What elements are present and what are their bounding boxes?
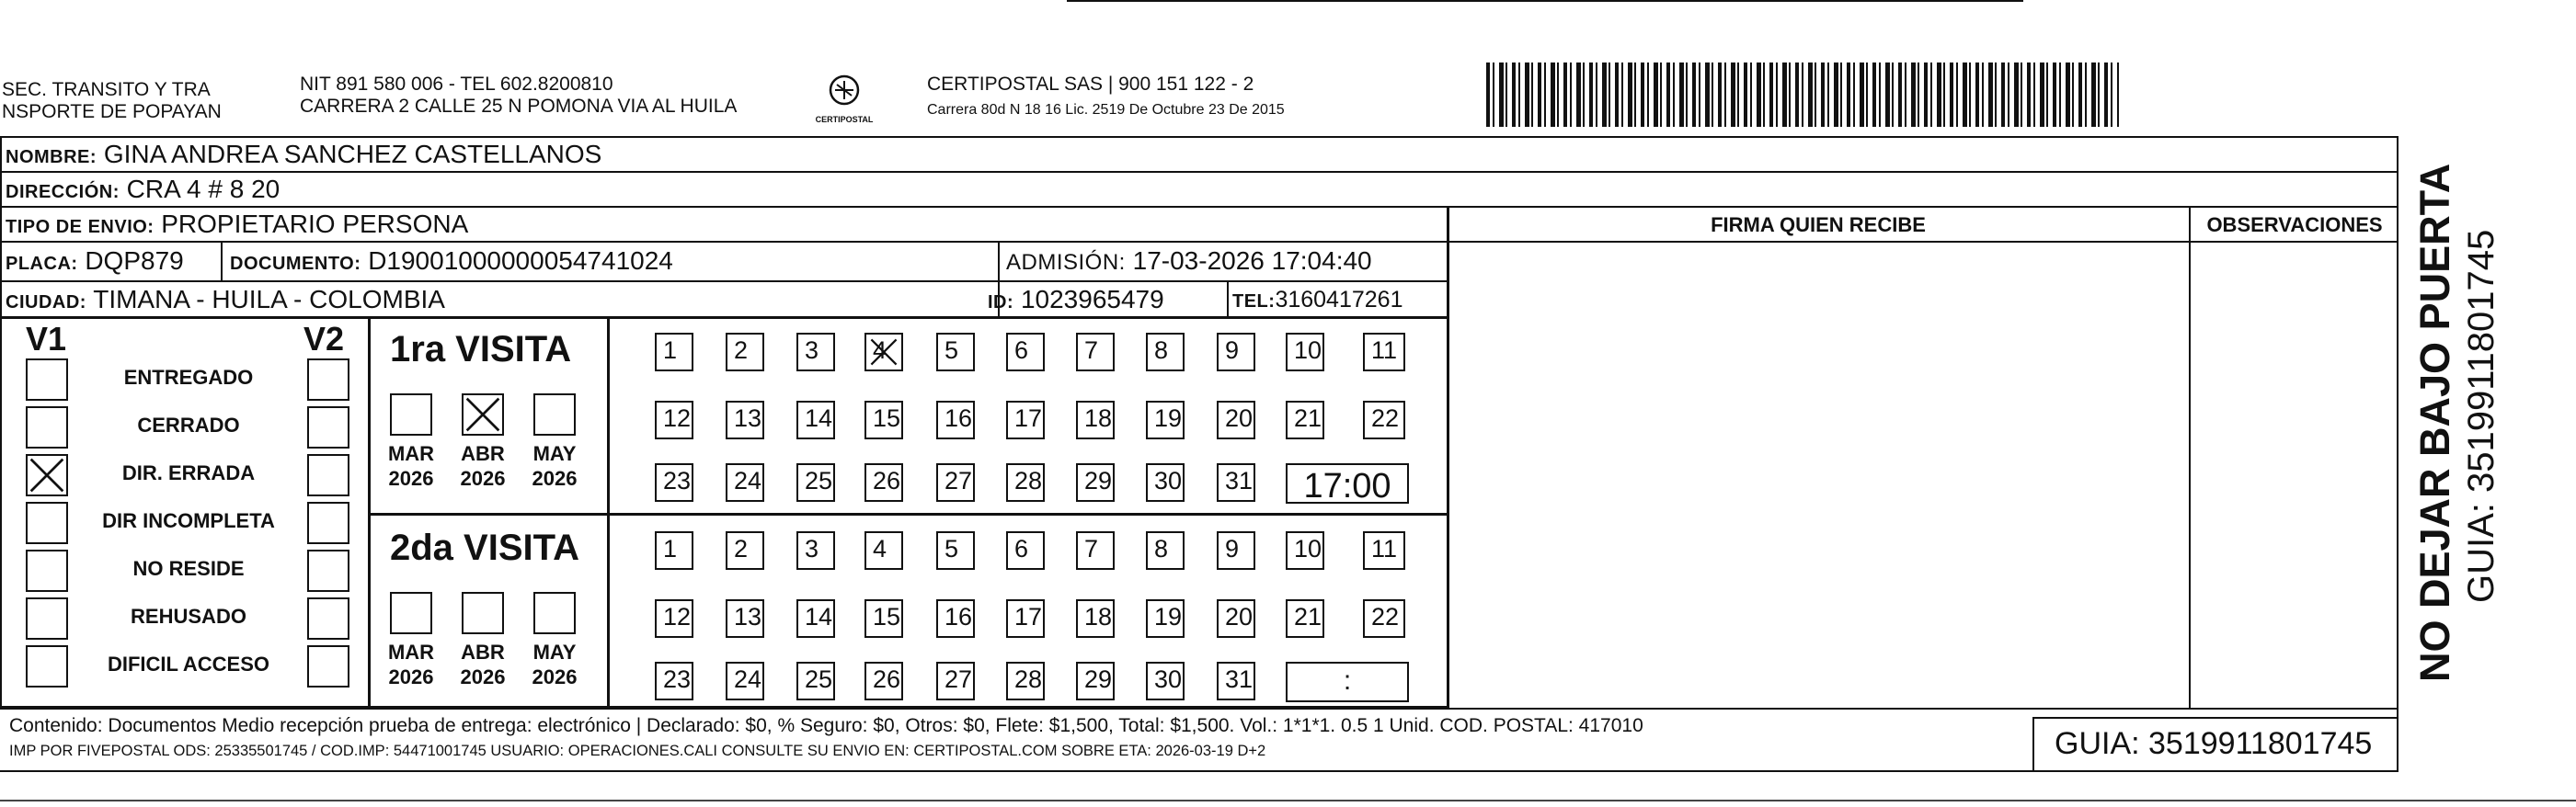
day-box[interactable]: [936, 463, 975, 502]
name-value: GINA ANDREA SANCHEZ CASTELLANOS: [103, 140, 602, 168]
month-year: 2026: [388, 467, 434, 490]
row-line: [1448, 241, 2399, 243]
month-year: 2026: [532, 467, 578, 490]
day-number: 14: [805, 404, 833, 432]
day-number: 4: [873, 336, 887, 364]
month-label: [384, 441, 439, 491]
day-box[interactable]: [655, 463, 693, 502]
carrier-logo: [807, 74, 881, 127]
day-number: 13: [734, 603, 762, 631]
city-row: [6, 287, 445, 313]
day-box[interactable]: [1006, 463, 1045, 502]
x-mark-icon: [28, 456, 66, 494]
day-box[interactable]: [1146, 333, 1185, 371]
city-label: CIUDAD:: [6, 292, 86, 313]
day-number: 27: [945, 467, 973, 494]
x-mark-icon: [464, 395, 502, 434]
x-mark-icon: [866, 335, 901, 369]
day-number: 23: [663, 467, 692, 494]
address-value: CRA 4 # 8 20: [126, 175, 280, 203]
day-box[interactable]: [796, 599, 835, 638]
document-value: D19001000000054741024: [368, 246, 673, 275]
col-line: [2189, 206, 2191, 710]
day-box[interactable]: [1286, 531, 1324, 570]
month-name: MAR: [387, 442, 435, 465]
month-name: MAY: [532, 641, 577, 664]
row-line: [368, 513, 1448, 516]
day-number: 30: [1154, 467, 1183, 494]
day-number: 13: [734, 404, 762, 432]
day-number: 10: [1294, 336, 1322, 364]
month-checkbox[interactable]: [462, 592, 504, 634]
day-number: 10: [1294, 535, 1322, 563]
day-number: 28: [1014, 467, 1043, 494]
day-number: 18: [1084, 603, 1113, 631]
day-box[interactable]: [1076, 599, 1115, 638]
month-name: MAY: [532, 442, 577, 465]
status-label: NO RESIDE: [132, 557, 245, 580]
row-line: [0, 316, 1448, 319]
day-number: 24: [734, 665, 762, 693]
month-checkbox[interactable]: [390, 393, 432, 436]
day-box[interactable]: [655, 599, 693, 638]
day-number: 18: [1084, 404, 1113, 432]
day-box[interactable]: [726, 333, 764, 371]
day-box[interactable]: [1217, 463, 1255, 502]
row-line: [0, 171, 2399, 173]
day-number: 12: [663, 603, 692, 631]
name-row: [6, 142, 601, 167]
day-number: 2: [734, 336, 749, 364]
day-number: 31: [1225, 665, 1254, 693]
month-name: ABR: [461, 641, 505, 664]
right-frame-line: [2397, 136, 2399, 772]
v2-checkbox[interactable]: [307, 597, 349, 640]
v1-checkbox[interactable]: [26, 502, 68, 544]
plate-value: DQP879: [85, 246, 184, 275]
day-number: 16: [945, 404, 973, 432]
barcode: [1486, 63, 2119, 127]
day-number: 26: [873, 467, 901, 494]
day-number: 15: [873, 603, 901, 631]
day-number: 19: [1154, 404, 1183, 432]
admission-value: 17-03-2026 17:04:40: [1132, 246, 1372, 275]
name-label: NOMBRE:: [6, 147, 97, 167]
time-box[interactable]: :: [1286, 662, 1409, 702]
day-number: 20: [1225, 603, 1254, 631]
day-box[interactable]: [655, 401, 693, 439]
day-box[interactable]: [796, 662, 835, 700]
address-line: CARRERA 2 CALLE 25 N POMONA VIA AL HUILA: [300, 96, 738, 117]
print-line: IMP POR FIVEPOSTAL ODS: 25335501745 / COD.IMP: 54471001745 USUARIO: OPERACIONES.CALI CONSULTE SU ENVIO EN: CERTIPOSTAL.COM SOBRE ETA: 2026-03-19 D+2: [9, 743, 1266, 759]
plate-row: [6, 248, 184, 274]
day-box[interactable]: [864, 333, 903, 371]
day-box[interactable]: [726, 531, 764, 570]
day-number: 8: [1154, 336, 1169, 364]
time-box[interactable]: 17:00: [1286, 463, 1409, 504]
v2-checkbox[interactable]: [307, 645, 349, 688]
v1-label: V1: [26, 320, 67, 358]
day-box[interactable]: [726, 599, 764, 638]
day-number: 30: [1154, 665, 1183, 693]
day-number: 8: [1154, 535, 1169, 563]
month-label: [455, 441, 510, 491]
month-year: 2026: [388, 665, 434, 688]
logo-caption: CERTIPOSTAL: [815, 115, 874, 124]
month-checkbox[interactable]: [533, 393, 576, 436]
day-box[interactable]: [1076, 333, 1115, 371]
month-label: [527, 441, 582, 491]
month-year: 2026: [532, 665, 578, 688]
sender-line-2: NSPORTE DE POPAYAN: [2, 101, 222, 122]
carrier-line-2: Carrera 80d N 18 16 Lic. 2519 De Octubre 23 De 2015: [927, 102, 1285, 118]
month-checkbox[interactable]: [533, 592, 576, 634]
v2-checkbox[interactable]: [307, 406, 349, 449]
day-number: 29: [1084, 467, 1113, 494]
day-number: 25: [805, 665, 833, 693]
carrier-line-1: CERTIPOSTAL SAS | 900 151 122 - 2: [927, 74, 1254, 95]
day-box[interactable]: [864, 463, 903, 502]
day-number: 1: [663, 336, 678, 364]
col-line: [221, 241, 223, 280]
status-label: ENTREGADO: [123, 366, 254, 389]
day-box[interactable]: [936, 599, 975, 638]
day-box[interactable]: [1076, 463, 1115, 502]
visit-title: 2da VISITA: [390, 528, 579, 568]
col-line: [1447, 206, 1449, 710]
day-box[interactable]: [796, 401, 835, 439]
v1-checkbox[interactable]: [26, 645, 68, 688]
scan-edge-bottom: [0, 800, 2576, 801]
month-label: [384, 640, 439, 689]
v1-checkbox[interactable]: [26, 597, 68, 640]
day-box[interactable]: [936, 333, 975, 371]
day-number: 23: [663, 665, 692, 693]
col-line: [607, 316, 610, 707]
contents-line: Contenido: Documentos Medio recepción prueba de entrega: electrónico | Declarado: $0, % Seguro: $0, Otros: $0, Flete: $1,500, Total: $1,500. Vol.: 1*1*1. 0.5 1 Unid. COD. POSTAL: 417010: [9, 715, 1643, 736]
day-number: 5: [945, 336, 959, 364]
row-line: [0, 706, 1448, 709]
row-line: [0, 241, 1448, 243]
day-box[interactable]: [1363, 401, 1405, 439]
day-number: 17: [1014, 603, 1043, 631]
day-number: 1: [663, 535, 678, 563]
day-box[interactable]: [936, 531, 975, 570]
day-box[interactable]: [1217, 333, 1255, 371]
plate-label: PLACA:: [6, 254, 78, 274]
day-number: 12: [663, 404, 692, 432]
day-box[interactable]: [1146, 662, 1185, 700]
day-box[interactable]: [864, 401, 903, 439]
day-box[interactable]: [936, 662, 975, 700]
day-box[interactable]: [655, 662, 693, 700]
status-label: DIFICIL ACCESO: [107, 653, 269, 676]
city-value: TIMANA - HUILA - COLOMBIA: [93, 285, 445, 313]
day-box[interactable]: [1217, 599, 1255, 638]
day-number: 22: [1371, 404, 1400, 432]
day-box[interactable]: [1217, 662, 1255, 700]
day-box[interactable]: [1146, 463, 1185, 502]
ship-type-value: PROPIETARIO PERSONA: [161, 210, 469, 238]
day-number: 3: [805, 336, 819, 364]
tel-row: [1232, 289, 1402, 312]
day-box[interactable]: [1076, 662, 1115, 700]
month-checkbox[interactable]: [462, 393, 504, 436]
ship-type-label: TIPO DE ENVIO:: [6, 217, 155, 237]
day-number: 5: [945, 535, 959, 563]
day-box[interactable]: [1076, 531, 1115, 570]
day-number: 16: [945, 603, 973, 631]
day-box[interactable]: [726, 662, 764, 700]
day-number: 6: [1014, 535, 1029, 563]
day-box[interactable]: [796, 333, 835, 371]
day-number: 21: [1294, 603, 1322, 631]
status-label: REHUSADO: [131, 605, 246, 628]
day-number: 22: [1371, 603, 1400, 631]
day-number: 6: [1014, 336, 1029, 364]
month-year: 2026: [460, 665, 506, 688]
month-checkbox[interactable]: [390, 592, 432, 634]
day-number: 21: [1294, 404, 1322, 432]
id-value: 1023965479: [1020, 285, 1164, 313]
day-box[interactable]: [655, 333, 693, 371]
signature-header: FIRMA QUIEN RECIBE: [1711, 213, 1926, 236]
admission-label: ADMISIÓN:: [1006, 250, 1126, 275]
day-box[interactable]: [936, 401, 975, 439]
row-line: [0, 206, 2399, 208]
day-number: 2: [734, 535, 749, 563]
day-number: 20: [1225, 404, 1254, 432]
observations-header: OBSERVACIONES: [2206, 213, 2383, 236]
day-box[interactable]: [655, 531, 693, 570]
scan-edge-top: [1067, 0, 2023, 2]
day-box[interactable]: [864, 662, 903, 700]
day-number: 4: [873, 535, 887, 563]
day-box[interactable]: [1146, 401, 1185, 439]
day-box[interactable]: [1286, 333, 1324, 371]
day-number: 26: [873, 665, 901, 693]
address-row: [6, 176, 280, 202]
v1-checkbox[interactable]: [26, 406, 68, 449]
day-number: 7: [1084, 535, 1099, 563]
v2-checkbox[interactable]: [307, 502, 349, 544]
month-name: MAR: [387, 641, 435, 664]
day-box[interactable]: [1286, 401, 1324, 439]
day-box[interactable]: [1146, 599, 1185, 638]
v2-checkbox[interactable]: [307, 550, 349, 592]
day-box[interactable]: [1286, 599, 1324, 638]
document-label: DOCUMENTO:: [230, 254, 361, 274]
v2-checkbox[interactable]: [307, 454, 349, 496]
v2-label: V2: [303, 320, 345, 358]
carrier-logo-icon: [807, 74, 881, 110]
col-line: [1227, 280, 1229, 317]
sender-line-1: SEC. TRANSITO Y TRA: [2, 79, 211, 100]
day-box[interactable]: [1363, 599, 1405, 638]
day-box[interactable]: [1006, 401, 1045, 439]
status-label: CERRADO: [137, 414, 240, 437]
day-number: 9: [1225, 336, 1240, 364]
document-row: [230, 248, 673, 274]
day-number: 27: [945, 665, 973, 693]
address-label: DIRECCIÓN:: [6, 182, 120, 202]
sender-info: [300, 74, 737, 118]
day-box[interactable]: [1363, 531, 1405, 570]
admission-row: [1006, 248, 1372, 274]
day-box[interactable]: [1363, 333, 1405, 371]
tel-value: 3160417261: [1275, 287, 1403, 313]
v1-checkbox[interactable]: [26, 550, 68, 592]
day-number: 11: [1371, 535, 1398, 563]
v2-checkbox[interactable]: [307, 358, 349, 401]
id-row: [988, 287, 1164, 313]
day-number: 11: [1371, 336, 1398, 364]
day-box[interactable]: [796, 531, 835, 570]
ship-type-row: [6, 211, 468, 237]
col-line: [368, 316, 371, 707]
carrier-info: [927, 74, 1285, 121]
visit-title: 1ra VISITA: [390, 329, 572, 369]
v1-checkbox[interactable]: [26, 454, 68, 496]
day-box[interactable]: [1006, 333, 1045, 371]
month-year: 2026: [460, 467, 506, 490]
day-number: 14: [805, 603, 833, 631]
day-box[interactable]: [1217, 531, 1255, 570]
day-number: 7: [1084, 336, 1099, 364]
day-number: 19: [1154, 603, 1183, 631]
status-label: DIR INCOMPLETA: [102, 509, 275, 532]
day-box[interactable]: [864, 531, 903, 570]
day-number: 29: [1084, 665, 1113, 693]
day-number: 25: [805, 467, 833, 494]
day-box[interactable]: [726, 463, 764, 502]
v1-checkbox[interactable]: [26, 358, 68, 401]
day-box[interactable]: [1217, 401, 1255, 439]
footer-bottom-line: [0, 770, 2399, 772]
day-box[interactable]: [1006, 662, 1045, 700]
day-box[interactable]: [1076, 401, 1115, 439]
day-number: 17: [1014, 404, 1043, 432]
side-warning: NO DEJAR BAJO PUERTA: [2411, 163, 2458, 682]
month-label: [527, 640, 582, 689]
month-name: ABR: [461, 442, 505, 465]
day-box[interactable]: [1006, 599, 1045, 638]
day-number: 31: [1225, 467, 1254, 494]
day-box[interactable]: [1006, 531, 1045, 570]
day-number: 3: [805, 535, 819, 563]
day-box[interactable]: [796, 463, 835, 502]
day-number: 24: [734, 467, 762, 494]
sender-name: [2, 79, 222, 123]
nit-line: NIT 891 580 006 - TEL 602.8200810: [300, 74, 613, 95]
row-line: [0, 280, 1448, 282]
day-number: 15: [873, 404, 901, 432]
day-box[interactable]: [726, 401, 764, 439]
day-box[interactable]: [1146, 531, 1185, 570]
id-label: ID:: [988, 292, 1014, 313]
tel-label: TEL:: [1232, 291, 1276, 312]
footer-guia: GUIA: 3519911801745: [2055, 726, 2373, 761]
day-box[interactable]: [864, 599, 903, 638]
month-label: [455, 640, 510, 689]
day-number: 9: [1225, 535, 1240, 563]
day-number: 28: [1014, 665, 1043, 693]
status-label: DIR. ERRADA: [121, 461, 256, 484]
side-guia: GUIA: 3519911801745: [2461, 229, 2502, 603]
